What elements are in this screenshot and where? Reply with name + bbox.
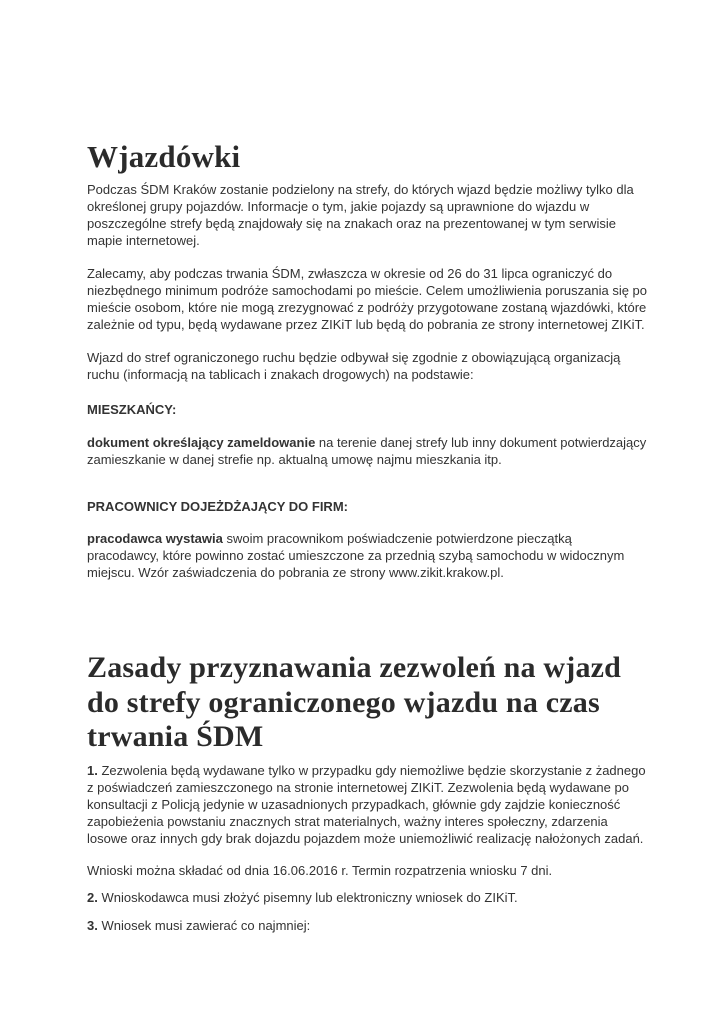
heading-zasady: Zasady przyznawania zezwoleń na wjazd do strefy ograniczonego wjazdu na czas trwania ŚDM <box>87 651 622 753</box>
basis-paragraph: Wjazd do stref ograniczonego ruchu będzie odbywał się zgodnie z obowiązującą organizacją ruchu (informacją na tablicach i znakach drogowych) na podstawie: <box>87 350 621 382</box>
residents-paragraph <box>87 434 647 468</box>
item1-number: 1. <box>87 763 98 778</box>
intro-paragraph: Podczas ŚDM Kraków zostanie podzielony na strefy, do których wjazd będzie możliwy tylko dla określonej grupy pojazdów. Informacje o tym, jakie pojazdy są uprawnione do wjazdu w poszczególne strefy będą znajdowały się na znakach oraz na prezentowanej w tym serwisie mapie internetowej. <box>87 182 634 248</box>
residents-bold: dokument określający zameldowanie <box>87 435 316 450</box>
applications-paragraph: Wnioski można składać od dnia 16.06.2016 r. Termin rozpatrzenia wniosku 7 dni. <box>87 863 553 878</box>
residents-text: na terenie danej strefy lub inny dokument potwierdzający zamieszkanie w danej strefie np. aktualną umowę najmu mieszkania itp. <box>87 435 647 467</box>
item2-text: Wnioskodawca musi złożyć pisemny lub elektroniczny wniosek do ZIKiT. <box>97 890 518 905</box>
item3-text: Wniosek musi zawierać co najmniej: <box>97 918 311 933</box>
item2-paragraph <box>87 889 647 906</box>
item3-number: 3. <box>87 918 98 933</box>
workers-heading <box>87 498 647 515</box>
heading-wjazdowki: Wjazdówki <box>87 139 241 174</box>
workers-paragraph <box>87 530 647 581</box>
workers-bold: pracodawca wystawia <box>87 531 223 546</box>
item2-number: 2. <box>87 890 98 905</box>
workers-text: swoim pracownikom poświadczenie potwierdzone pieczątką pracodawcy, które powinno zostać umieszczone za przednią szybą samochodu w widocznym miejscu. Wzór zaświadczenia do pobrania ze strony www.zikit.krakow.pl. <box>87 531 625 580</box>
item1-text: Zezwolenia będą wydawane tylko w przypadku gdy niemożliwe będzie skorzystanie z żadnego z poświadczeń zamieszczonego na stronie internetowej ZIKiT. Zezwolenia będą wydawane po konsultacji z Policją jedynie w uzasadnionych przypadkach, głównie gdy zajdzie konieczność zapobieżenia powstaniu znacznych strat materialnych, ważny interes społeczny, zdarzenia losowe oraz innych gdy brak dojazdu pojazdem może uniemożliwić realizację nałożonych zadań. <box>87 763 646 846</box>
recommendation-paragraph: Zalecamy, aby podczas trwania ŚDM, zwłaszcza w okresie od 26 do 31 lipca ograniczyć do niezbędnego minimum podróże samochodami po mieście. Celem umożliwienia poruszania się po mieście osobom, które nie mogą zrezygnować z podróży przygotowane zostaną wjazdówki, które zależnie od typu, będą wydawane przez ZIKiT lub będą do pobrania ze strony internetowej ZIKiT. <box>87 266 648 332</box>
item1-paragraph <box>87 762 647 847</box>
workers-heading-text: PRACOWNICY DOJEŻDŻAJĄCY DO FIRM: <box>87 499 348 514</box>
residents-heading <box>87 401 647 418</box>
item3-paragraph <box>87 917 647 934</box>
residents-heading-text: MIESZKAŃCY: <box>87 402 177 417</box>
